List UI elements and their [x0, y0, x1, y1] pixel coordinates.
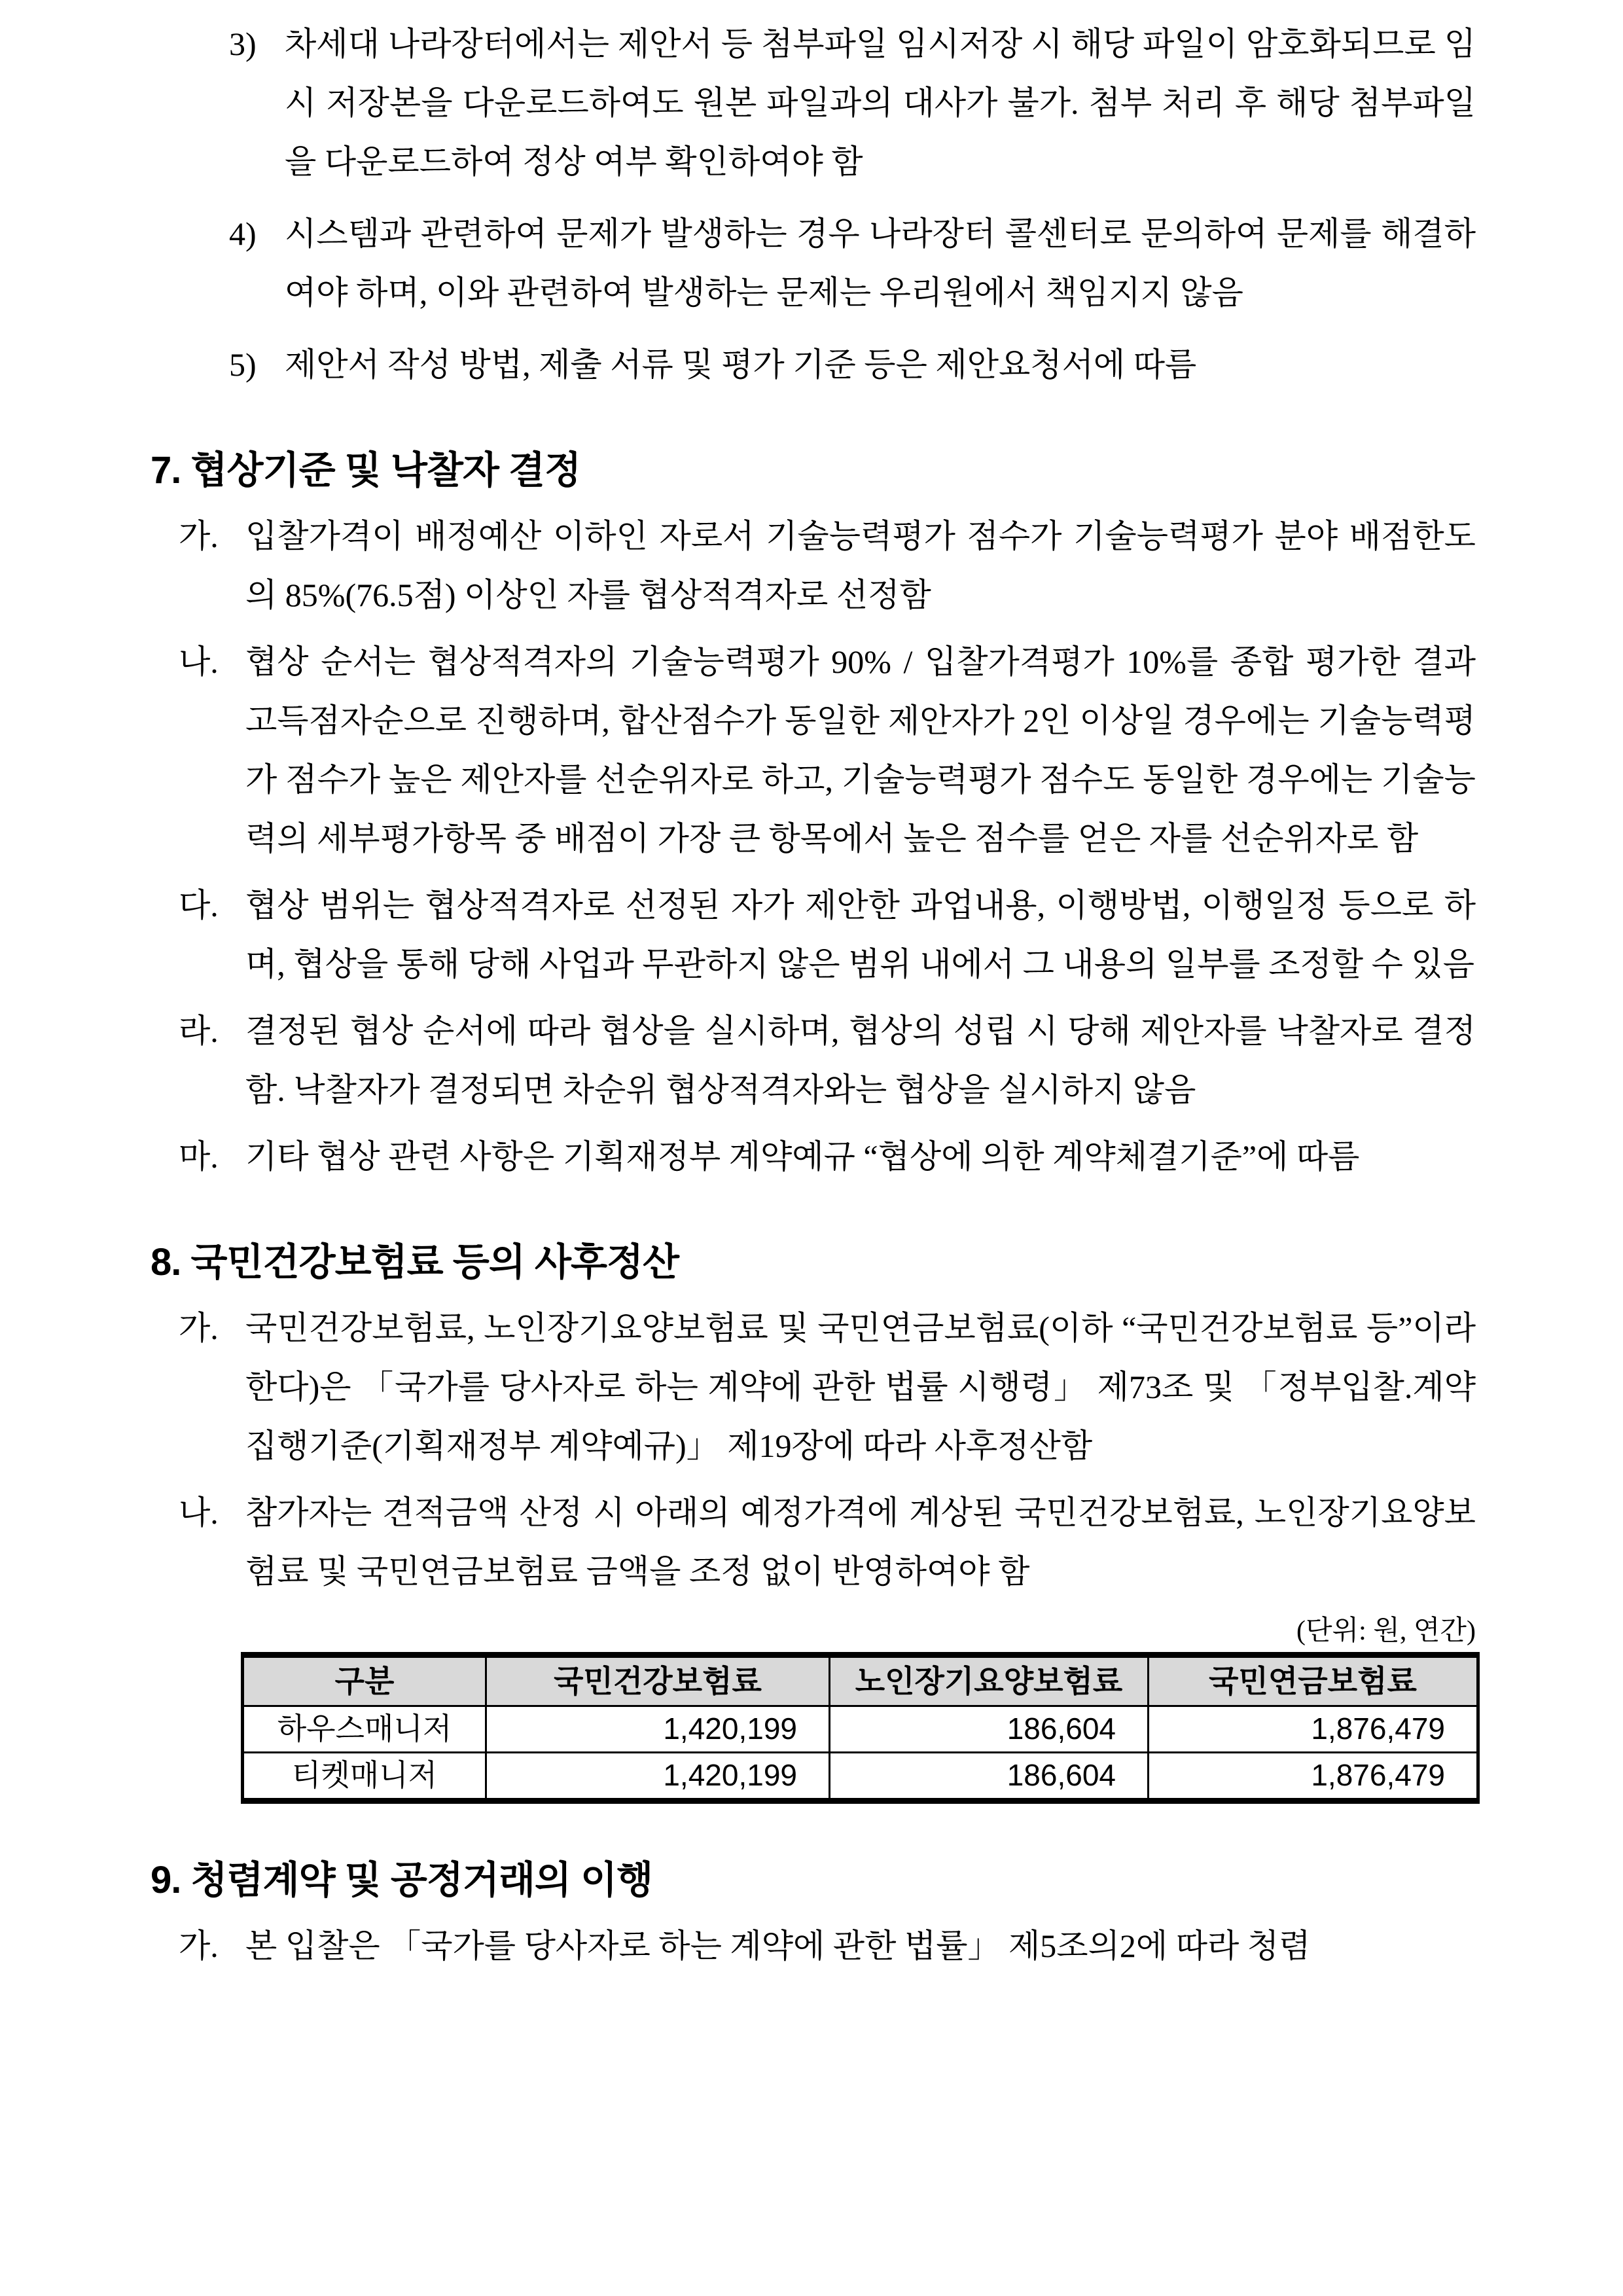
table-row — [243, 1753, 1478, 1801]
list-item — [151, 1001, 1476, 1119]
table-cell-label: 하우스매니저 — [243, 1706, 486, 1753]
item-text: 시스템과 관련하여 문제가 발생하는 경우 나라장터 콜센터로 문의하여 문제를 해결하여야 하며, 이와 관련하여 발생하는 문제는 우리원에서 책임지지 않음 — [285, 215, 1476, 311]
item-text: 국민건강보험료, 노인장기요양보험료 및 국민연금보험료(이하 “국민건강보험료 등”이라 한다)은 「국가를 당사자로 하는 계약에 관한 법률 시행령」 제73조 및 「정부입찰.계약 집행기준(기획재정부 계약예규)」 제19장에 따라 사후정산함 — [245, 1310, 1476, 1464]
item-marker: 3) — [229, 26, 257, 62]
item-text: 결정된 협상 순서에 따라 협상을 실시하며, 협상의 성립 시 당해 제안자를 낙찰자로 결정함. 낙찰자가 결정되면 차순위 협상적격자와는 협상을 실시하지 않음 — [245, 1013, 1476, 1108]
item-text: 기타 협상 관련 사항은 기획재정부 계약예규 “협상에 의한 계약체결기준”에 따름 — [245, 1138, 1360, 1175]
table-cell-health: 1,420,199 — [486, 1706, 830, 1753]
list-item — [151, 507, 1476, 624]
list-item — [151, 1127, 1476, 1186]
list-item — [151, 335, 1476, 394]
section-7-heading: 7. 협상기준 및 낙찰자 결정 — [151, 449, 581, 492]
item-marker: 4) — [229, 215, 257, 252]
item-marker: 가. — [179, 1928, 219, 1964]
list-item — [151, 1299, 1476, 1475]
table-header-row — [243, 1655, 1478, 1706]
table-row — [243, 1706, 1478, 1753]
item-text: 협상 범위는 협상적격자로 선정된 자가 제안한 과업내용, 이행방법, 이행일정 등으로 하며, 협상을 통해 당해 사업과 무관하지 않은 범위 내에서 그 내용의 일부를 조정할 수 있음 — [245, 887, 1476, 982]
item-text: 협상 순서는 협상적격자의 기술능력평가 90% / 입찰가격평가 10%를 종합 평가한 결과 고득점자순으로 진행하며, 합산점수가 동일한 제안자가 2인 이상일 경우에는 기술능력평가 점수가 높은 제안자를 선순위자로 하고, 기술능력평가 점수도 동일한 경우에는 기술능력의 세부평가항목 중 배점이 가장 큰 항목에서 높은 점수를 얻은 자를 선순위자로 함 — [245, 643, 1476, 857]
table-cell-label: 티켓매니저 — [243, 1753, 486, 1801]
section-9-heading: 9. 청렴계약 및 공정거래의 이행 — [151, 1859, 653, 1901]
table-cell-longterm: 186,604 — [830, 1753, 1149, 1801]
item-text: 차세대 나라장터에서는 제안서 등 첨부파일 임시저장 시 해당 파일이 암호화되므로 임시 저장본을 다운로드하여도 원본 파일과의 대사가 불가. 첨부 처리 후 해당 첨부파일을 다운로드하여 정상 여부 확인하여야 함 — [285, 26, 1476, 180]
item-marker: 가. — [179, 518, 219, 554]
list-item — [151, 876, 1476, 994]
list-item — [151, 14, 1476, 191]
section-8-heading: 8. 국민건강보험료 등의 사후정산 — [151, 1241, 679, 1283]
table-header-cell: 노인장기요양보험료 — [830, 1655, 1149, 1706]
table-cell-longterm: 186,604 — [830, 1706, 1149, 1753]
list-item — [151, 632, 1476, 868]
insurance-table — [241, 1652, 1480, 1804]
item-marker: 마. — [179, 1138, 219, 1175]
table-cell-health: 1,420,199 — [486, 1753, 830, 1801]
table-header-cell: 구분 — [243, 1655, 486, 1706]
item-text: 제안서 작성 방법, 제출 서류 및 평가 기준 등은 제안요청서에 따름 — [285, 346, 1197, 383]
item-marker: 나. — [179, 643, 219, 680]
item-marker: 5) — [229, 346, 257, 383]
list-item — [151, 1483, 1476, 1601]
table-unit-note: (단위: 원, 연간) — [1296, 1616, 1476, 1646]
table-cell-pension: 1,876,479 — [1149, 1753, 1478, 1801]
item-text: 입찰가격이 배정예산 이하인 자로서 기술능력평가 점수가 기술능력평가 분야 배점한도의 85%(76.5점) 이상인 자를 협상적격자로 선정함 — [245, 518, 1476, 613]
list-item — [151, 204, 1476, 322]
item-marker: 라. — [179, 1013, 219, 1049]
item-text: 본 입찰은 「국가를 당사자로 하는 계약에 관한 법률」 제5조의2에 따라 청렴 — [245, 1928, 1311, 1964]
table-header-cell: 국민연금보험료 — [1149, 1655, 1478, 1706]
item-text: 참가자는 견적금액 산정 시 아래의 예정가격에 계상된 국민건강보험료, 노인장기요양보험료 및 국민연금보험료 금액을 조정 없이 반영하여야 함 — [245, 1494, 1476, 1590]
table-cell-pension: 1,876,479 — [1149, 1706, 1478, 1753]
item-marker: 나. — [179, 1494, 219, 1531]
table-header-cell: 국민건강보험료 — [486, 1655, 830, 1706]
item-marker: 다. — [179, 887, 219, 924]
item-marker: 가. — [179, 1310, 219, 1346]
list-item — [151, 1916, 1476, 1975]
